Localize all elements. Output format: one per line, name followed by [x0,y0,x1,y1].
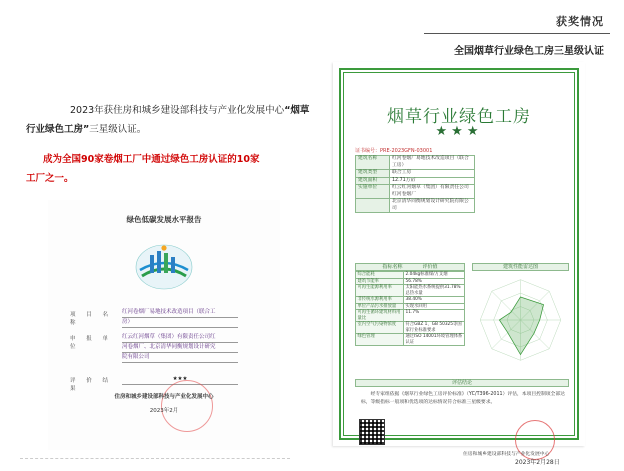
info-label: 建筑面积 [356,177,390,185]
section-subtitle: 全国烟草行业绿色工房三星级认证 [454,46,604,57]
highlight-note-line-1: 成为全国90家卷烟工厂中通过绿色工房认证的10家 [43,154,260,165]
metric-label: 非传统水源利用率 [356,297,404,304]
certificate-number: 证书编号：PRE-2023GFN-03001 [355,148,433,154]
metric-label: 可再生能源利用率 [356,285,404,297]
section-title: 获奖情况 [556,15,604,28]
metric-label: 绿色管理 [356,334,404,346]
evaluation-org: 住房和城乡建设部科技与产业化发展中心 [463,452,550,457]
info-row [356,185,475,199]
metric-row [356,285,465,297]
report-val-applicant-2: 河卷烟厂、北京清华同衡规划设计研究 [122,343,238,353]
metric-value: 56.78% [404,278,465,285]
report-title: 绿色低碳发展水平报告 [126,215,202,224]
metric-label: 建筑节能率 [356,278,404,285]
evaluation-text: 经专家组依据《烟草行业绿色工房评价标准》（YC/T396-2011）评估，本项目控制项全部达标，等级指标一般项和优选项的达标情况符合标准三星级要求。 [361,392,565,405]
intro-highlight: “烟草 [284,105,310,116]
report-key-applicant: 申 报 单 位 [70,336,110,350]
info-label: 实施单位 [356,185,390,199]
metric-value: 实现水回用 [404,303,465,310]
certificate-title: 烟草行业绿色工房 [387,107,531,127]
report-val-rating: ★★★ [122,375,238,385]
report-val-applicant-1: 红云红河烟草（集团）有限责任公司红 [122,333,238,343]
metrics-header: 指标名称 评价值 [355,263,465,271]
info-value: 联合工房 [390,170,475,178]
report-key-project: 项 目 名 称 [70,312,110,326]
intro-text-2: 三星级认证。 [89,124,147,135]
info-value: 12.71万㎡ [390,177,475,185]
info-row [356,177,475,185]
metric-label: 单位产品污水排放量 [356,303,404,310]
report-val-project-1: 红河卷烟厂易地技术改造项目（联合工 [122,308,238,318]
report-date: 2023年2月 [149,408,179,414]
report-key-rating: 评 价 结 果 [70,378,110,392]
evaluation-header: 评估结论 [355,379,569,387]
metric-row [356,334,465,346]
metric-value: 2.04kg标准煤/万支烟 [404,272,465,279]
metric-value: 通过ISO 14001环境管理体系认证 [404,334,465,346]
report-val-project-2: 房） [122,318,238,328]
info-value: 北京清华同衡规划设计研究院有限公司 [390,199,475,213]
metric-value: 38.40% [404,297,465,304]
info-value: 红云红河烟草（集团）有限责任公司红河卷烟厂 [390,185,475,199]
metric-value: 符合GBZ 1、GB 50325等国家行业标准要求 [404,322,465,334]
metric-row [356,322,465,334]
intro-text: 2023年获住房和城乡建设部科技与产业化发展中心 [70,105,285,116]
info-label: 建筑名称 [356,156,390,170]
metric-label: 综合能耗 [356,272,404,279]
metric-value: 太阳能热水系统提供31.78%总热水量 [404,285,465,297]
report-val-applicant-3: 院有限公司 [122,353,238,363]
metric-row [356,310,465,322]
metric-label: 可再生循环建筑材料用量比 [356,310,404,322]
metric-value: 11.7% [404,310,465,322]
certificate-info-table [355,155,475,213]
radar-header: 建筑性能雷达图 [472,263,569,271]
certificate-stars: ★★★ [435,124,483,139]
info-row [356,199,475,213]
qr-code-icon [359,419,385,445]
page-bottom-rule [20,458,290,459]
evaluation-date: 2023年2月28日 [515,459,560,466]
info-label: 建筑类型 [356,170,390,178]
intro-highlight-2: 行业绿色工房” [26,124,90,135]
highlight-note-line-2: 工厂之一。 [26,173,74,184]
info-value: 红河卷烟厂易地技术改造项目（联合工房） [390,156,475,170]
report-cover [48,200,280,450]
metric-label: 室内空气污染物浓度 [356,322,404,334]
info-row [356,156,475,170]
report-logo-icon [134,242,194,292]
green-workshop-certificate [333,62,585,466]
info-row [356,170,475,178]
report-org: 住房和城乡建设部科技与产业化发展中心 [114,394,214,400]
intro-paragraph [26,101,311,139]
highlight-note [26,150,311,188]
metrics-table [355,271,465,346]
radar-chart [472,272,569,368]
info-label [356,199,390,213]
header-divider [424,33,610,34]
